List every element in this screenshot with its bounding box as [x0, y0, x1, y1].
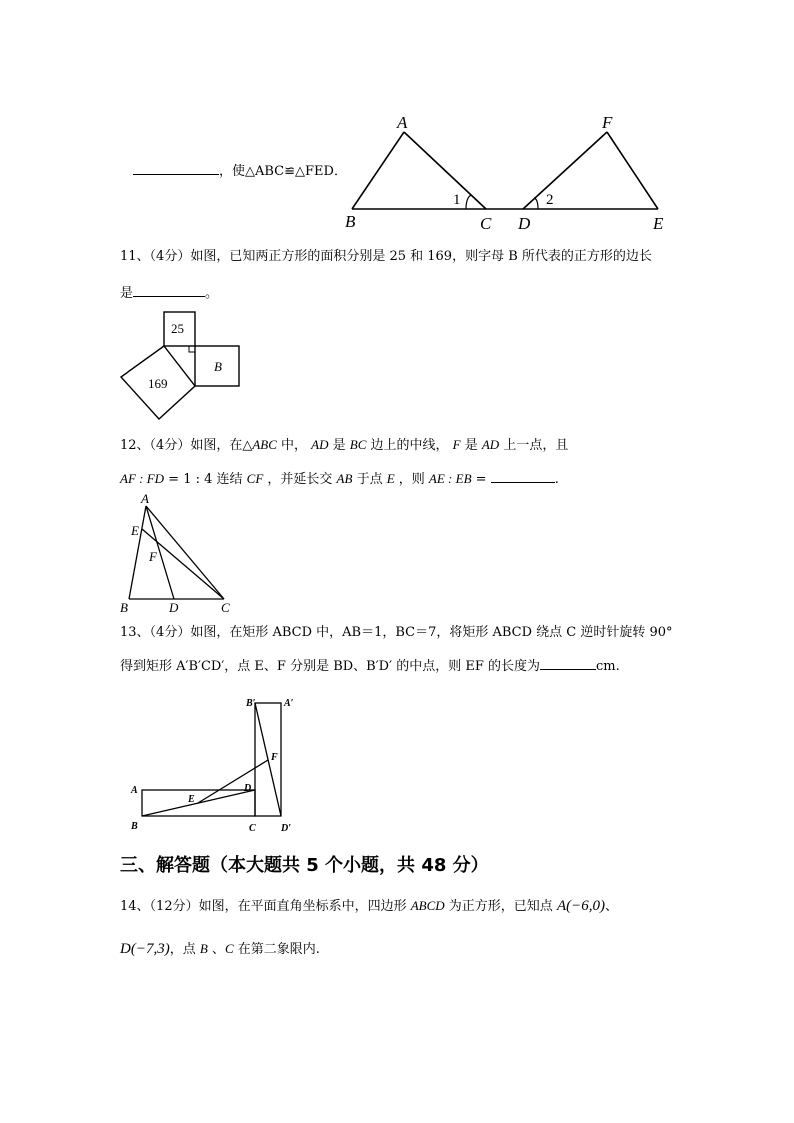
q12-l1-g: 边上的中线，	[366, 438, 453, 453]
q10-answer-blank[interactable]	[133, 160, 219, 175]
q13-label-b: B	[131, 821, 138, 832]
q10-side-ac	[404, 132, 486, 209]
q10-label-f: F	[602, 113, 613, 132]
q10-label-b: B	[345, 212, 356, 231]
q10-label-a: A	[397, 113, 408, 132]
q12-l2-d: CF	[246, 471, 264, 486]
q12-label-b: B	[120, 600, 128, 615]
q13-figure	[125, 693, 305, 838]
q10-side-fe	[607, 132, 658, 209]
q11-right-angle-mark	[189, 346, 195, 352]
q10-side-ab	[352, 132, 404, 209]
q12-side-ac	[146, 506, 224, 599]
q10-text	[133, 160, 347, 181]
q12-l2-e: ，并延长交	[263, 472, 337, 487]
q14-l2-b: ，点	[169, 942, 200, 957]
q14-l2-e: C	[224, 941, 234, 956]
q13-label-e: E	[188, 794, 195, 805]
q13-line2-prefix: 得到矩形 A′B′CD′，点 E、F 分别是 BD、B′D′ 的中点，则 EF 的长度为	[120, 659, 540, 674]
q11-label-b: B	[214, 359, 222, 374]
section3-heading: 三、解答题（本大题共 5 个小题，共 48 分）	[120, 855, 489, 876]
q14-l2-a: D(−7,3)	[120, 941, 170, 957]
q14-l1-c: 为正方形，已知点	[444, 899, 557, 914]
q12-l1-j: AD	[481, 437, 500, 452]
q12-figure	[112, 490, 242, 618]
q12-l1-c: 中，	[276, 438, 312, 453]
q11-line2-prefix: 是	[120, 286, 134, 301]
q14-line2	[120, 940, 320, 959]
q14-l1-b: ABCD	[410, 898, 445, 913]
q12-label-d: D	[169, 600, 179, 615]
q12-l2-j: AE : EB	[428, 471, 472, 486]
q11-line1: 11、（4分）如图，已知两正方形的面积分别是 25 和 169，则字母 B 所代表的正方形的边长	[120, 249, 652, 264]
q12-l1-f: BC	[349, 437, 367, 452]
q10-angle1-label: 1	[453, 192, 461, 208]
q13-label-a: A	[131, 785, 138, 796]
q13-line1: 13、（4分）如图，在矩形 ABCD 中，AB＝1，BC＝7，将矩形 ABCD 绕点 C 逆时针旋转 90°	[120, 625, 673, 640]
q12-l1-h: F	[452, 437, 461, 452]
q12-line1	[120, 436, 568, 455]
q12-label-c: C	[221, 600, 230, 615]
q11-answer-blank[interactable]	[133, 282, 205, 297]
q12-segment-ec	[142, 529, 224, 599]
q12-answer-blank[interactable]	[491, 468, 555, 483]
q11-label-169: 169	[148, 376, 168, 391]
q12-l2-b: = 1 : 4	[164, 472, 213, 487]
q12-label-a: A	[141, 491, 149, 506]
q13-line2	[120, 655, 620, 676]
q12-l2-a: AF : FD	[120, 471, 165, 486]
q10-angle2-label: 2	[546, 192, 554, 208]
q13-label-bp: B′	[246, 698, 256, 709]
q10-side-df	[523, 132, 607, 209]
q12-l1-d: AD	[311, 437, 329, 452]
q10-tail-text: ，使△ABC≌△FED．	[219, 164, 347, 179]
q12-l2-i: ，则	[394, 472, 429, 487]
q12-l1-k: 上一点，且	[499, 438, 569, 453]
q14-l1-e: 、	[604, 899, 618, 914]
q13-label-f: F	[271, 752, 278, 763]
q13-label-ap: A′	[284, 698, 294, 709]
q12-line2	[120, 468, 559, 489]
q14-l1-a: 14、（12分）如图，在平面直角坐标系中，四边形	[120, 899, 411, 914]
q12-label-f: F	[149, 549, 157, 564]
q11-label-25: 25	[171, 321, 184, 336]
q14-line1	[120, 897, 618, 916]
q10-angle1-arc	[466, 195, 471, 209]
q13-segment-ef	[198, 760, 268, 803]
q12-l2-l: .	[554, 472, 559, 487]
q14-l2-d: 、	[207, 942, 225, 957]
q12-label-e: E	[131, 523, 139, 538]
q12-l2-f: AB	[336, 471, 353, 486]
q11-line2	[120, 282, 218, 303]
q10-angle2-arc	[534, 198, 538, 209]
q14-l2-c: B	[199, 941, 208, 956]
q12-l1-a: 12、（4分）如图，在△	[120, 438, 253, 453]
q11-figure	[115, 305, 245, 425]
q12-l2-c: 连结	[212, 472, 247, 487]
q13-label-dp: D′	[281, 823, 292, 834]
q13-label-d: D	[244, 783, 252, 794]
q10-label-d: D	[518, 214, 531, 233]
q13-answer-blank[interactable]	[540, 655, 596, 670]
q14-l2-f: 在第二象限内.	[233, 942, 320, 957]
q13-line2-suffix: cm.	[595, 659, 620, 674]
q12-l2-g: 于点	[352, 472, 387, 487]
q10-label-c: C	[480, 214, 492, 233]
q10-figure	[340, 110, 680, 235]
q12-l2-k: =	[471, 472, 491, 487]
q12-side-ab	[129, 506, 146, 599]
q14-l1-d: A(−6,0)	[556, 898, 605, 914]
q12-l1-i: 是	[460, 438, 482, 453]
q10-label-e: E	[653, 214, 664, 233]
q12-l1-e: 是	[328, 438, 350, 453]
q13-label-c: C	[249, 823, 256, 834]
q11-line2-suffix: 。	[205, 286, 219, 301]
q12-l2-h: E	[386, 471, 395, 486]
q12-l1-b: ABC	[252, 437, 277, 452]
